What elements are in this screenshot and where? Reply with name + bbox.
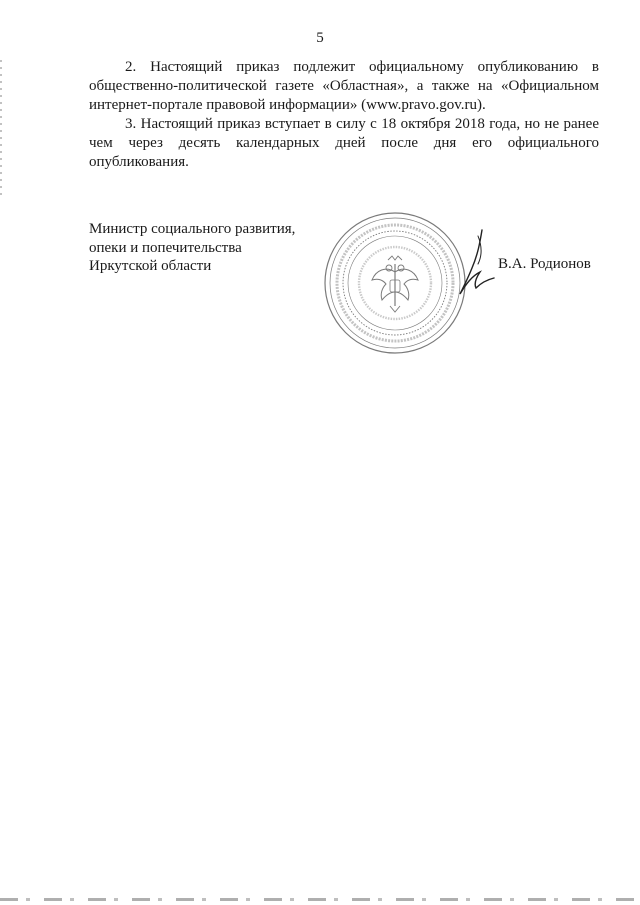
paragraph-publication: 2. Настоящий приказ подлежит официальному опубликованию в общественно-политической газете «Областная», а также на «Официальном интернет-портале правовой информации» (www.pravo.gov.ru).	[89, 59, 599, 113]
handwritten-signature-icon	[452, 228, 500, 298]
scan-edge-left	[0, 60, 2, 200]
signer-position-line: Министр социального развития,	[89, 221, 296, 237]
signer-position-line: опеки и попечительства	[89, 239, 242, 256]
signer-position	[89, 220, 295, 276]
document-body	[89, 58, 599, 172]
signer-position-line: Иркутской области	[89, 258, 212, 274]
scan-edge-bottom	[0, 898, 640, 901]
signer-name: В.А. Родионов	[498, 256, 591, 272]
official-seal-icon	[320, 208, 470, 358]
paragraph-effective-date: 3. Настоящий приказ вступает в силу с 18 октября 2018 года, но не ранее чем через десять календарных дней после дня его официального опубликования.	[89, 116, 599, 170]
page-number: 5	[316, 30, 324, 46]
